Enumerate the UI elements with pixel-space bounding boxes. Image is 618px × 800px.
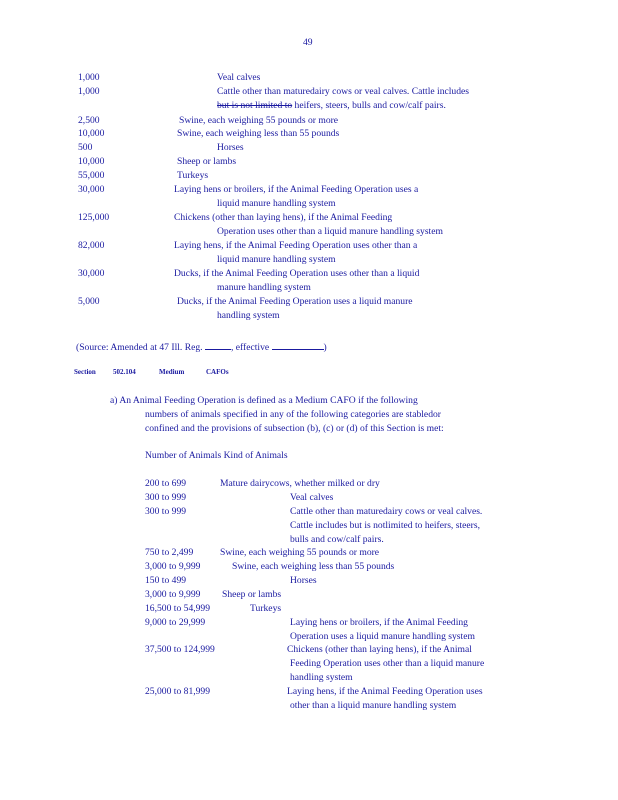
animal-count: 2,500 (78, 115, 100, 126)
animal-kind-line: Operation uses other than a liquid manure handling system (217, 226, 443, 237)
animal-kind-line: Ducks, if the Animal Feeding Operation uses a liquid manure (177, 296, 413, 307)
animal-range: 3,000 to 9,999 (145, 589, 201, 600)
animal-kind-line: Mature dairycows, whether milked or dry (220, 478, 380, 489)
animal-kind-line: Laying hens, if the Animal Feeding Operation uses (287, 686, 483, 697)
animal-kind-line: bulls and cow/calf pairs. (290, 534, 384, 545)
animal-kind-line: liquid manure handling system (217, 254, 336, 265)
section-label: Section (74, 368, 96, 376)
animal-kind-line: Chickens (other than laying hens), if the Animal Feeding (174, 212, 393, 223)
struck-text: but is not limited to (217, 100, 293, 111)
animal-kind-line: Turkeys (250, 603, 282, 614)
animal-kind-line: Laying hens or broilers, if the Animal Feeding (290, 617, 468, 628)
animal-range: 200 to 699 (145, 478, 187, 489)
animal-range: 16,500 to 54,999 (145, 603, 211, 614)
animal-kind-line: Ducks, if the Animal Feeding Operation uses other than a liquid (174, 268, 420, 279)
animal-kind-line: Swine, each weighing less than 55 pounds (177, 128, 340, 139)
source-note (76, 340, 327, 353)
animal-count: 1,000 (78, 86, 100, 97)
medium-table-header: Number of Animals Kind of Animals (145, 450, 288, 461)
paragraph-a-line: a) An Animal Feeding Operation is defined as a Medium CAFO if the following (110, 395, 418, 406)
paragraph-a-line: numbers of animals specified in any of the following categories are stabledor (145, 409, 441, 420)
section-title-1: Medium (159, 368, 185, 376)
animal-kind-line: Chickens (other than laying hens), if the Animal (287, 644, 472, 655)
animal-kind-line: Laying hens or broilers, if the Animal Feeding Operation uses a (174, 184, 419, 195)
animal-kind-line: other than a liquid manure handling system (290, 700, 457, 711)
animal-kind-line: Sheep or lambs (177, 156, 237, 167)
animal-kind-line: Feeding Operation uses other than a liquid manure (290, 658, 485, 669)
animal-kind-line: Swine, each weighing 55 pounds or more (179, 115, 339, 126)
animal-count: 5,000 (78, 296, 100, 307)
animal-kind-line: Operation uses a liquid manure handling system (290, 631, 475, 642)
animal-kind-line: Turkeys (177, 170, 209, 181)
animal-range: 9,000 to 29,999 (145, 617, 206, 628)
animal-kind-line: manure handling system (217, 282, 311, 293)
animal-count: 10,000 (78, 156, 105, 167)
animal-kind-line: Swine, each weighing 55 pounds or more (220, 547, 380, 558)
animal-kind-line: handling system (217, 310, 280, 321)
animal-range: 150 to 499 (145, 575, 187, 586)
paragraph-a-line: confined and the provisions of subsection (b), (c) or (d) of this Section is met: (145, 423, 444, 434)
animal-range: 37,500 to 124,999 (145, 644, 215, 655)
animal-count: 125,000 (78, 212, 110, 223)
animal-count: 30,000 (78, 184, 105, 195)
blank-line (272, 340, 324, 350)
animal-kind-line: Horses (290, 575, 317, 586)
animal-kind-line: Cattle other than maturedairy cows or veal calves. (290, 506, 483, 517)
animal-kind-line: Swine, each weighing less than 55 pounds (232, 561, 395, 572)
page-number: 49 (303, 37, 313, 48)
animal-count: 55,000 (78, 170, 105, 181)
source-prefix: (Source: Amended at 47 Ill. Reg. (76, 342, 205, 353)
animal-kind-line: Veal calves (217, 72, 261, 83)
animal-count: 10,000 (78, 128, 105, 139)
animal-kind-line: liquid manure handling system (217, 198, 336, 209)
animal-count: 30,000 (78, 268, 105, 279)
animal-kind-line: Cattle other than maturedairy cows or veal calves. Cattle includes (217, 86, 470, 97)
animal-count: 82,000 (78, 240, 105, 251)
animal-kind-line: Sheep or lambs (222, 589, 282, 600)
animal-kind-line: Veal calves (290, 492, 334, 503)
animal-range: 25,000 to 81,999 (145, 686, 211, 697)
section-title-2: CAFOs (206, 368, 229, 376)
animal-kind-line: Cattle includes but is notlimited to heifers, steers, (290, 520, 480, 531)
animal-kind-line (217, 101, 446, 111)
animal-range: 300 to 999 (145, 506, 187, 517)
source-middle: , effective (230, 342, 272, 353)
animal-count: 500 (78, 142, 93, 153)
section-number: 502.104 (113, 368, 136, 376)
animal-range: 750 to 2,499 (145, 547, 194, 558)
animal-count: 1,000 (78, 72, 100, 83)
animal-kind-line: Horses (217, 142, 244, 153)
animal-kind-line: Laying hens, if the Animal Feeding Operation uses other than a (174, 240, 418, 251)
animal-range: 300 to 999 (145, 492, 187, 503)
blank-line (205, 340, 231, 350)
source-suffix: ) (323, 342, 327, 353)
inserted-text: heifers, steers, bulls and cow/calf pairs. (292, 100, 446, 111)
animal-kind-line: handling system (290, 672, 353, 683)
animal-range: 3,000 to 9,999 (145, 561, 201, 572)
